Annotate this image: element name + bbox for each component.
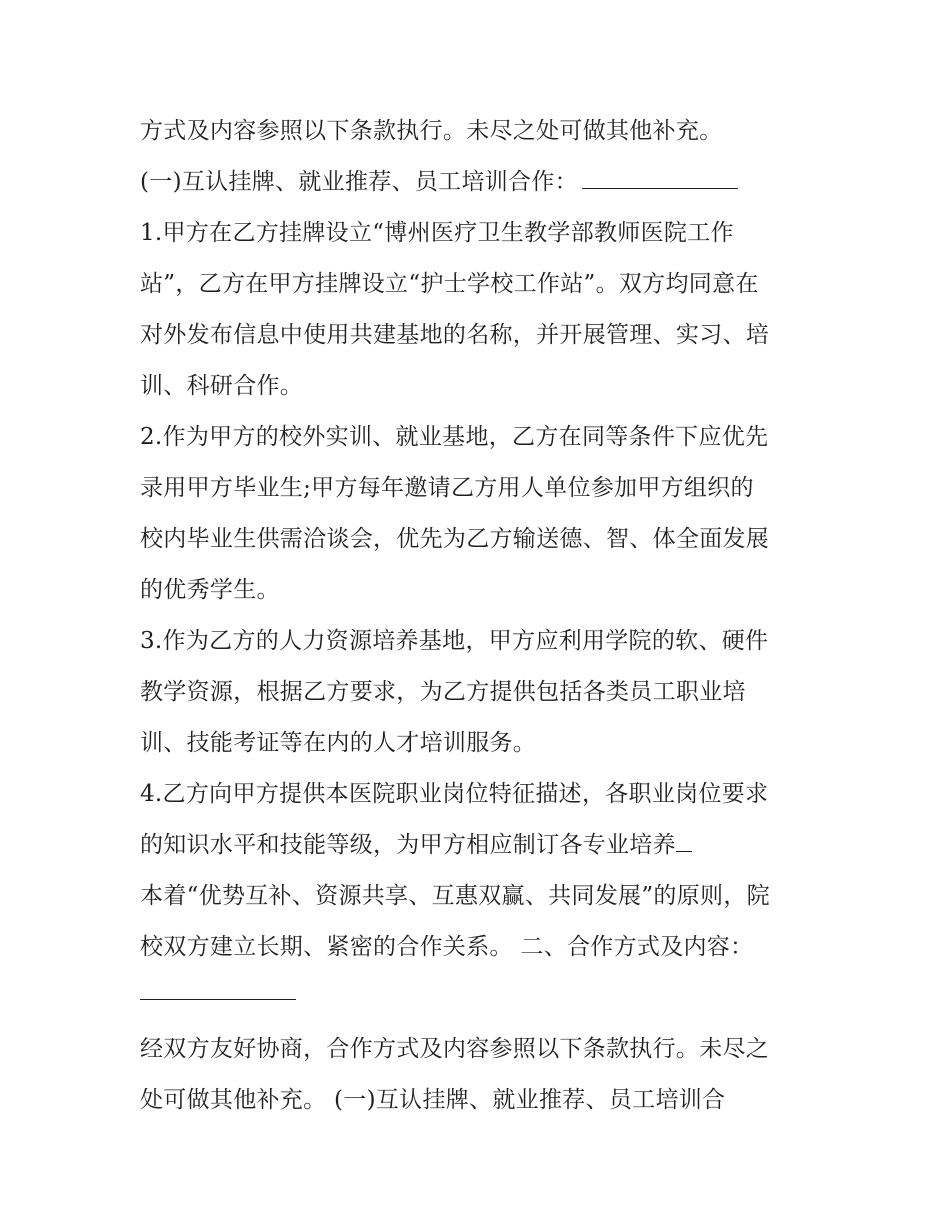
text-line: 1.甲方在乙方挂牌设立“博州医疗卫生教学部教师医院工作 <box>140 220 734 246</box>
text-line: 经双方友好协商，合作方式及内容参照以下条款执行。未尽之 <box>140 1036 770 1062</box>
text-line: 训、科研合作。 <box>140 373 304 399</box>
text-line: 本着“优势互补、资源共享、互惠双赢、共同发展”的原则，院 <box>140 883 770 909</box>
fill-in-blank <box>582 170 738 189</box>
text-line: 校双方建立长期、紧密的合作关系。 二、合作方式及内容： <box>140 934 754 960</box>
text-line: 训、技能考证等在内的人才培训服务。 <box>140 730 537 756</box>
text-fragment: 的知识水平和技能等级，为甲方相应制订各专业培养 <box>140 832 676 858</box>
text-line: 录用甲方毕业生;甲方每年邀请乙方用人单位参加甲方组织的 <box>140 475 754 501</box>
text-line: 3.作为乙方的人力资源培养基地，甲方应利用学院的软、硬件 <box>140 628 769 654</box>
text-line: 站”，乙方在甲方挂牌设立“护士学校工作站”。双方均同意在 <box>140 271 759 297</box>
text-line: 2.作为甲方的校外实训、就业基地，乙方在同等条件下应优先 <box>140 424 769 450</box>
document-body <box>140 106 820 1126</box>
text-line: 方式及内容参照以下条款执行。未尽之处可做其他补充。 <box>140 118 723 144</box>
fill-in-blank <box>140 973 296 1000</box>
text-line: 校内毕业生供需洽谈会，优先为乙方输送德、智、体全面发展 <box>140 526 770 552</box>
text-line: 教学资源，根据乙方要求，为乙方提供包括各类员工职业培 <box>140 679 746 705</box>
text-line: 4.乙方向甲方提供本医院职业岗位特征描述，各职业岗位要求 <box>140 781 769 807</box>
text-line <box>140 820 820 871</box>
heading-cooperation: (一)互认挂牌、就业推荐、员工培训合作： <box>140 169 578 195</box>
text-line: 处可做其他补充。 (一)互认挂牌、就业推荐、员工培训合 <box>140 1087 726 1113</box>
fill-in-blank <box>676 833 692 852</box>
text-line <box>140 973 820 1024</box>
text-line: 对外发布信息中使用共建基地的名称，并开展管理、实习、培 <box>140 322 770 348</box>
text-line <box>140 157 820 208</box>
text-line: 的优秀学生。 <box>140 577 280 603</box>
